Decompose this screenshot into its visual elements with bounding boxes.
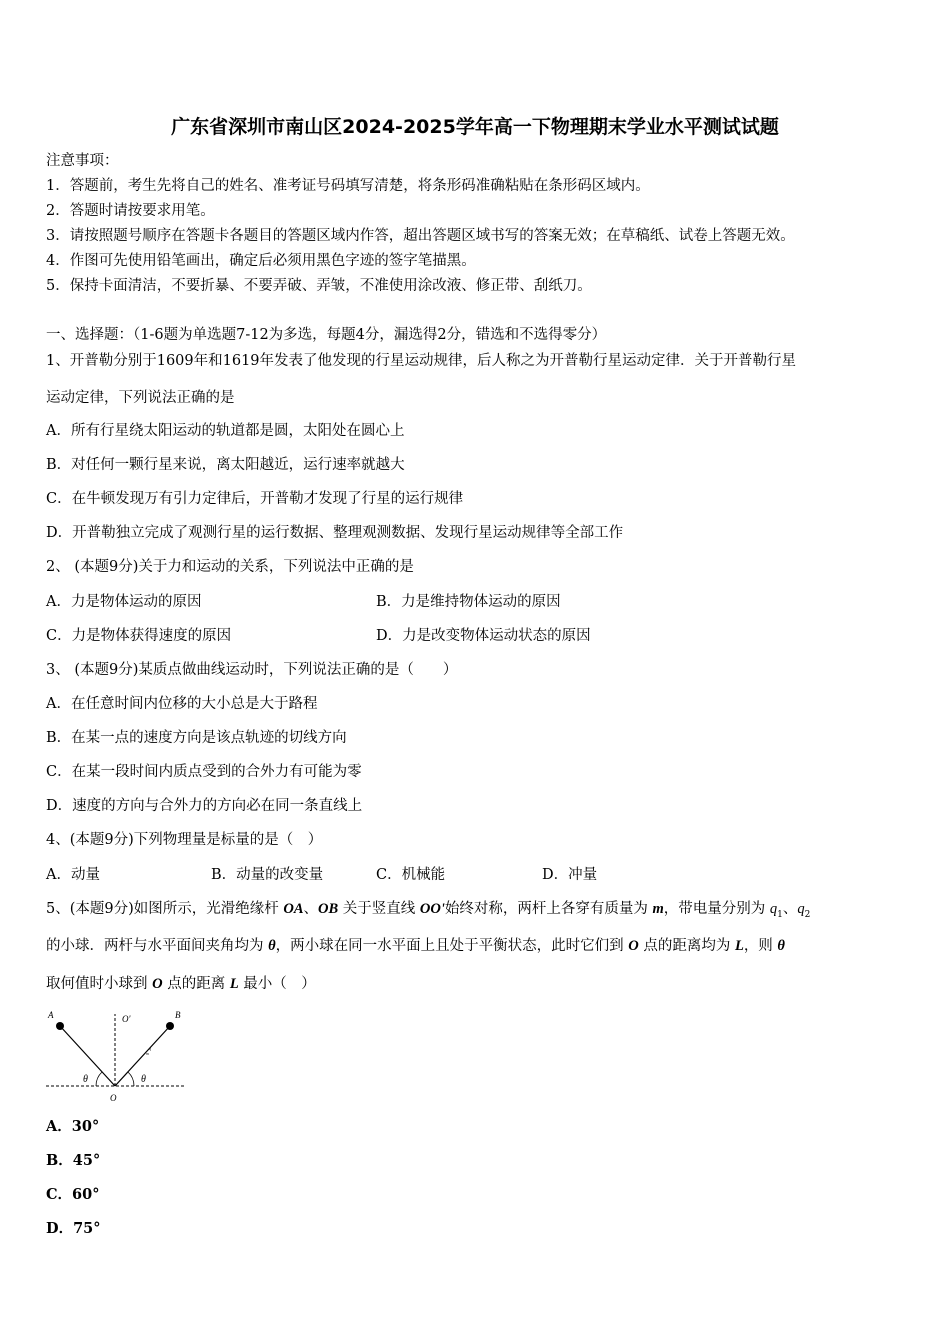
option-a: A．在任意时间内位移的大小总是大于路程: [46, 696, 318, 712]
note-item: 3．请按照题号顺序在答题卡各题目的答题区域内作答，超出答题区域书写的答案无效；在草稿纸、试卷上答题无效。: [46, 228, 795, 244]
option-a: A．30°: [46, 1118, 100, 1135]
option-b: B．对任何一颗行星来说，离太阳越近，运行速率就越大: [46, 457, 405, 473]
notes-heading: 注意事项：: [46, 153, 119, 169]
question-stem: 3、 (本题9分)某质点做曲线运动时，下列说法正确的是（ ）: [46, 662, 458, 678]
question-stem-cont: 运动定律，下列说法正确的是: [46, 390, 235, 406]
label-theta-right: θ: [141, 1074, 146, 1085]
label-theta-left: θ: [83, 1074, 88, 1085]
angle-arc-right: [128, 1072, 134, 1086]
option-a: A．所有行星绕太阳运动的轨道都是圆，太阳处在圆心上: [46, 423, 405, 439]
option-b: B．动量的改变量: [211, 867, 324, 883]
label-o-prime: O': [122, 1014, 131, 1024]
note-item: 4．作图可先使用铅笔画出，确定后必须用黑色字迹的签字笔描黑。: [46, 253, 476, 269]
option-b: B．在某一点的速度方向是该点轨迹的切线方向: [46, 730, 347, 746]
section-heading: 一、选择题：（1-6题为单选题7-12为多选，每题4分，漏选得2分，错选和不选得零分）: [46, 327, 607, 343]
ball-b: [166, 1022, 174, 1030]
question-stem: 4、(本题9分)下列物理量是标量的是（ ）: [46, 832, 323, 848]
label-o: O: [110, 1093, 117, 1103]
angle-arc-left: [96, 1072, 102, 1086]
ball-a: [56, 1022, 64, 1030]
label-b: B: [175, 1010, 181, 1020]
option-b: B．45°: [46, 1152, 101, 1169]
option-d: D．75°: [46, 1220, 101, 1237]
question-stem: 1、开普勒分别于1609年和1619年发表了他发现的行星运动规律，后人称之为开普勒行星运动定律．关于开普勒行星: [46, 353, 797, 369]
page-title: 广东省深圳市南山区2024-2025学年高一下物理期末学业水平测试试题: [171, 116, 779, 138]
question-stem-cont: 的小球．两杆与水平面间夹角均为 θ，两小球在同一水平面上且处于平衡状态，此时它们到 O 点的距离均为 L，则 θ: [46, 938, 785, 954]
question-stem-cont: 取何值时小球到 O 点的距离 L 最小（ ）: [46, 976, 316, 992]
option-a: A．力是物体运动的原因: [46, 594, 202, 610]
question-stem: 5、(本题9分)如图所示，光滑绝缘杆 OA、OB 关于竖直线 OO'始终对称，两杆上各穿有质量为 m，带电量分别为 $q_1$、$q_2$: [46, 901, 811, 920]
option-d: D．速度的方向与合外力的方向必在同一条直线上: [46, 798, 363, 814]
note-item: 5．保持卡面清洁，不要折暴、不要弄破、弄皱，不准使用涂改液、修正带、刮纸刀。: [46, 278, 592, 294]
option-c: C．在某一段时间内质点受到的合外力有可能为零: [46, 764, 362, 780]
rod-diagram: [44, 1006, 190, 1106]
option-b: B．力是维持物体运动的原因: [376, 594, 561, 610]
question-stem: 2、 (本题9分)关于力和运动的关系，下列说法中正确的是: [46, 559, 414, 575]
label-q: q: [149, 1046, 151, 1051]
option-c: C．在牛顿发现万有引力定律后，开普勒才发现了行星的运行规律: [46, 491, 464, 507]
option-d: D．冲量: [542, 867, 598, 883]
option-d: D．开普勒独立完成了观测行星的运行数据、整理观测数据、发现行星运动规律等全部工作: [46, 525, 624, 541]
label-m: m: [146, 1051, 149, 1056]
note-item: 1．答题前，考生先将自己的姓名、准考证号码填写清楚，将条形码准确粘贴在条形码区域内。: [46, 178, 650, 194]
option-a: A．动量: [46, 867, 100, 883]
option-c: C．机械能: [376, 867, 446, 883]
label-a: A: [48, 1010, 54, 1020]
option-d: D．力是改变物体运动状态的原因: [376, 628, 591, 644]
option-c: C．60°: [46, 1186, 100, 1203]
note-item: 2．答题时请按要求用笔。: [46, 203, 215, 219]
option-c: C．力是物体获得速度的原因: [46, 628, 232, 644]
